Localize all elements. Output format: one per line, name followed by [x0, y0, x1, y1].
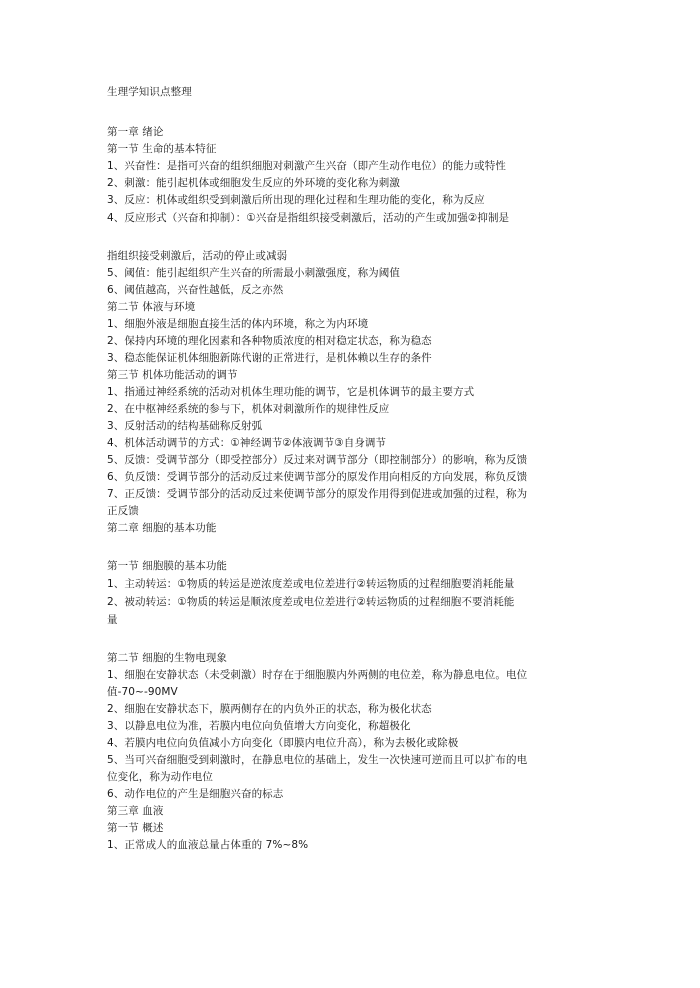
section-heading: 第一节 生命的基本特征	[107, 143, 217, 155]
text-line: 2、在中枢神经系统的参与下，机体对刺激所作的规律性反应	[107, 403, 390, 415]
text-line: 7、正反馈：受调节部分的活动反过来使调节部分的原发作用得到促进或加强的过程，称为	[107, 488, 528, 500]
text-line: 1、正常成人的血液总量占体重的 7%~8%	[107, 839, 309, 851]
text-line: 2、被动转运：①物质的转运是顺浓度差或电位差进行②转运物质的过程细胞不要消耗能	[107, 596, 515, 608]
text-line: 指组织接受刺激后，活动的停止或减弱	[107, 250, 288, 262]
text-line: 5、阈值：能引起组织产生兴奋的所需最小刺激强度，称为阈值	[107, 267, 400, 279]
text-line: 2、保持内环境的理化因素和各种物质浓度的相对稳定状态，称为稳态	[107, 335, 432, 347]
text-line: 6、阈值越高，兴奋性越低，反之亦然	[107, 284, 284, 296]
text-line: 正反馈	[107, 505, 139, 517]
text-line: 3、反射活动的结构基础称反射弧	[107, 420, 263, 432]
section-heading: 第二节 体液与环境	[107, 301, 196, 313]
section-heading: 第一节 概述	[107, 822, 164, 834]
text-line: 量	[107, 614, 118, 626]
text-line: 位变化，称为动作电位	[107, 771, 213, 783]
chapter-heading: 第三章 血液	[107, 805, 164, 817]
section-heading: 第一节 细胞膜的基本功能	[107, 560, 228, 572]
text-line: 1、主动转运：①物质的转运是逆浓度差或电位差进行②转运物质的过程细胞要消耗能量	[107, 578, 515, 590]
text-line: 值-70~-90MV	[107, 686, 178, 698]
text-line: 5、当可兴奋细胞受到刺激时，在静息电位的基础上，发生一次快速可逆而且可以扩布的电	[107, 754, 528, 766]
chapter-heading: 第二章 细胞的基本功能	[107, 522, 217, 534]
text-line: 4、机体活动调节的方式：①神经调节②体液调节③自身调节	[107, 437, 387, 449]
text-line: 2、细胞在安静状态下，膜两侧存在的内负外正的状态，称为极化状态	[107, 703, 432, 715]
text-line: 5、反馈：受调节部分（即受控部分）反过来对调节部分（即控制部分）的影响，称为反馈	[107, 454, 528, 466]
text-line: 4、反应形式（兴奋和抑制）：①兴奋是指组织接受刺激后，活动的产生或加强②抑制是	[107, 212, 510, 224]
text-line: 1、指通过神经系统的活动对机体生理功能的调节，它是机体调节的最主要方式	[107, 386, 475, 398]
text-line: 2、刺激：能引起机体或细胞发生反应的外环境的变化称为刺激	[107, 177, 400, 189]
text-line: 3、稳态能保证机体细胞新陈代谢的正常进行，是机体赖以生存的条件	[107, 352, 432, 364]
chapter-heading: 第一章 绪论	[107, 126, 164, 138]
text-line: 1、兴奋性：是指可兴奋的组织细胞对刺激产生兴奋（即产生动作电位）的能力或特性	[107, 160, 506, 172]
text-line: 6、负反馈：受调节部分的活动反过来使调节部分的原发作用向相反的方向发展，称负反馈	[107, 471, 528, 483]
section-heading: 第二节 细胞的生物电现象	[107, 652, 228, 664]
text-line: 1、细胞在安静状态（未受刺激）时存在于细胞膜内外两侧的电位差，称为静息电位。电位	[107, 669, 528, 681]
section-heading: 第三节 机体功能活动的调节	[107, 369, 238, 381]
text-line: 1、细胞外液是细胞直接生活的体内环境，称之为内环境	[107, 318, 369, 330]
text-line: 3、反应：机体或组织受到刺激后所出现的理化过程和生理功能的变化，称为反应	[107, 194, 485, 206]
text-line: 6、动作电位的产生是细胞兴奋的标志	[107, 788, 284, 800]
text-line: 4、若膜内电位向负值减小方向变化（即膜内电位升高），称为去极化或除极	[107, 737, 459, 749]
text-line: 3、以静息电位为准，若膜内电位向负值增大方向变化，称超极化	[107, 720, 411, 732]
document-title: 生理学知识点整理	[107, 86, 192, 98]
